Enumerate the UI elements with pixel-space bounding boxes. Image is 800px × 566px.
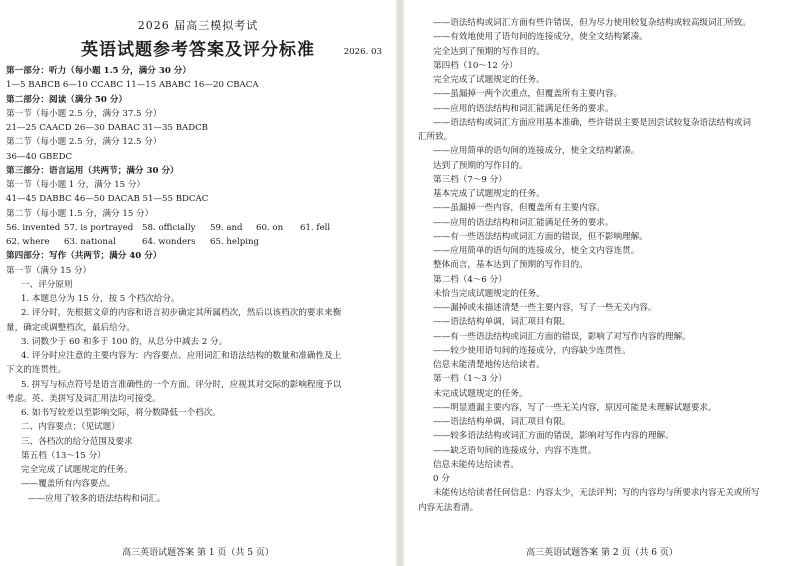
text-line: 第四部分：写作（共两节；满分 40 分） [6, 251, 162, 262]
text-line: 未能传达给读者任何信息：内容太少，无法评判；写的内容均与所要求内容无关或所写 [433, 488, 760, 499]
text-line: ——较多语法结构或词汇方面的错误，影响对写作内容的理解。 [433, 431, 674, 442]
text-line: 内容无法看清。 [418, 502, 479, 513]
text-line: 信息未能传达给读者。 [433, 459, 519, 470]
text-line: ——缺乏语句间的连接成分，内容不连贯。 [433, 445, 597, 456]
text-line: 第五档（13～15 分） [21, 450, 106, 461]
page-1 [0, 0, 396, 566]
fill-answers-row-2 [6, 235, 390, 249]
text-line: 第一节（每小题 1 分，满分 15 分） [6, 180, 146, 190]
text-line: 整体而言，基本达到了预期的写作目的。 [433, 260, 588, 271]
text-line: 5. 拼写与标点符号是语言准确性的一个方面。评分时，应视其对交际的影响程度予以 [21, 379, 342, 390]
text-line: 第一档（1～3 分） [433, 374, 507, 385]
text-line: 汇所致。 [418, 132, 453, 142]
text-line: 36—40 GBEDC [6, 151, 73, 162]
page-gutter [396, 0, 404, 566]
text-line: 下文的连贯性。 [6, 365, 67, 376]
fill-answer: 61. fell [300, 222, 331, 233]
text-line: ——语法结构单调，词汇项目有限。 [433, 417, 571, 427]
text-line: 完全完成了试题规定的任务。 [433, 75, 545, 85]
text-line: 1. 本题总分为 15 分，按 5 个档次给分。 [21, 294, 180, 304]
text-line: 0 分 [433, 474, 450, 484]
text-line: 考虑。英、美拼写及词汇用法均可接受。 [6, 393, 161, 404]
page-1-content [6, 14, 390, 506]
text-line: 三、各档次的给分范围及要求 [21, 436, 133, 447]
text-line: 量，确定或调整档次，最后给分。 [6, 322, 135, 333]
text-line: ——虽漏掉一两个次重点，但覆盖所有主要内容。 [433, 89, 623, 100]
writing-criteria-section [6, 249, 390, 506]
text-line: 1—5 BABCB 6—10 CCABC 11—15 ABABC 16—20 CBACA [6, 80, 259, 91]
fill-answer: 59. and [210, 222, 243, 233]
text-line: 4. 评分时应注意的主要内容为：内容要点、应用词汇和语法结构的数量和准确性及上 [21, 351, 342, 361]
text-line: 基本完成了试题规定的任务。 [433, 189, 545, 199]
text-line: 完全完成了试题规定的任务。 [21, 465, 133, 475]
text-line: 第二档（4～6 分） [433, 274, 507, 285]
text-line: ——漏掉或未描述清楚一些主要内容，写了一些无关内容。 [433, 303, 657, 313]
text-line: 第一节（每小题 2.5 分，满分 37.5 分） [6, 108, 162, 119]
text-line: 第三档（7～9 分） [433, 174, 507, 185]
page-2-content [418, 16, 794, 515]
fill-answer: 56. invented [6, 222, 61, 233]
text-line: ——语法结构或词汇方面应用基本准确，些许错误主要是因尝试较复杂语法结构或词 [433, 117, 751, 128]
fill-answers-row-1 [6, 221, 390, 235]
fill-answer: 63. national [64, 237, 116, 247]
text-line: 达到了预期的写作目的。 [433, 160, 528, 171]
document-title: 英语试题参考答案及评分标准 [81, 40, 315, 60]
title-row [6, 36, 390, 64]
text-line: ——应用了较多的语法结构和词汇。 [28, 493, 166, 504]
text-line: 3. 词数少于 60 和多于 100 的，从总分中减去 2 分。 [21, 336, 228, 347]
text-line: ——应用简单的语句间的连接成分，使全文结构紧凑。 [433, 146, 640, 157]
text-line: 第二节（每小题 1.5 分，满分 15 分） [6, 208, 154, 219]
text-line: 2. 评分时，先根据文章的内容和语言初步确定其所属档次，然后以该档次的要求来衡 [21, 308, 342, 319]
text-line: 未完成试题规定的任务。 [433, 388, 528, 399]
page-2 [404, 0, 800, 566]
text-line: 第一部分：听力（每小题 1.5 分，满分 30 分） [6, 66, 191, 76]
text-line: ——应用的语法结构和词汇能满足任务的要求。 [433, 217, 614, 228]
fill-answer: 58. officially [142, 222, 196, 233]
text-line: 41—45 DABBC 46—50 DACAB 51—55 BDCAC [6, 194, 209, 205]
text-line: 信息未能清楚地传达给读者。 [433, 360, 545, 370]
answer-key-section [6, 64, 390, 221]
text-line: ——有一些语法结构或词汇方面的错误，但不影响理解。 [433, 231, 648, 242]
text-line: 二、内容要点：（见试题） [21, 422, 120, 433]
fill-answer: 65. helping [210, 237, 260, 247]
text-line: ——明显遗漏主要内容，写了一些无关内容，原因可能是未理解试题要求。 [433, 402, 717, 413]
text-line: 第一节（满分 15 分） [6, 265, 92, 276]
page-2-footer: 高三英语试题答案 第 2 页（共 6 页） [526, 548, 678, 558]
text-line: 完全达到了预期的写作目的。 [433, 46, 545, 57]
page-1-footer: 高三英语试题答案 第 1 页（共 5 页） [122, 548, 274, 558]
text-line: ——应用简单的语句间的连接成分，使全文内容连贯。 [433, 246, 640, 256]
text-line: ——应用的语法结构和词汇能满足任务的要求。 [433, 103, 614, 114]
text-line: ——语法结构或词汇方面有些许错误，但为尽力使用较复杂结构或较高级词汇所致。 [433, 18, 751, 28]
text-line: ——有效地使用了语句间的连接成分，使全文结构紧凑。 [433, 32, 648, 43]
fill-answer: 57. is portrayed [64, 222, 134, 233]
text-line: 第二部分：阅读（满分 50 分） [6, 94, 128, 105]
text-line: 21—25 CAACD 26—30 DABAC 31—35 BADCB [6, 123, 208, 133]
fill-answer: 62. where [6, 237, 50, 247]
fill-answer: 60. on [256, 222, 284, 233]
text-line: ——语法结构单调，词汇项目有限。 [433, 317, 571, 328]
text-line: 第三部分：语言运用（共两节；满分 30 分） [6, 165, 179, 176]
text-line: 第二节（每小题 2.5 分，满分 12.5 分） [6, 137, 162, 148]
text-line: ——虽漏掉一些内容，但覆盖所有主要内容。 [433, 203, 605, 214]
text-line: 6. 如书写较差以至影响交际，将分数降低一个档次。 [21, 408, 221, 418]
text-line: ——覆盖所有内容要点。 [21, 479, 116, 490]
exam-name: 2026 届高三模拟考试 [137, 19, 259, 32]
document-date: 2026. 03 [343, 47, 382, 57]
text-line: ——有一些语法结构或词汇方面的错误，影响了对写作内容的理解。 [433, 331, 691, 342]
text-line: 一、评分原则 [21, 279, 73, 290]
text-line: ——较少使用语句间的连接成分，内容缺少连贯性。 [433, 345, 631, 356]
text-line: 第四档（10～12 分） [433, 60, 518, 71]
text-line: 未恰当完成试题规定的任务。 [433, 288, 545, 299]
fill-answer: 64. wonders [142, 237, 196, 247]
